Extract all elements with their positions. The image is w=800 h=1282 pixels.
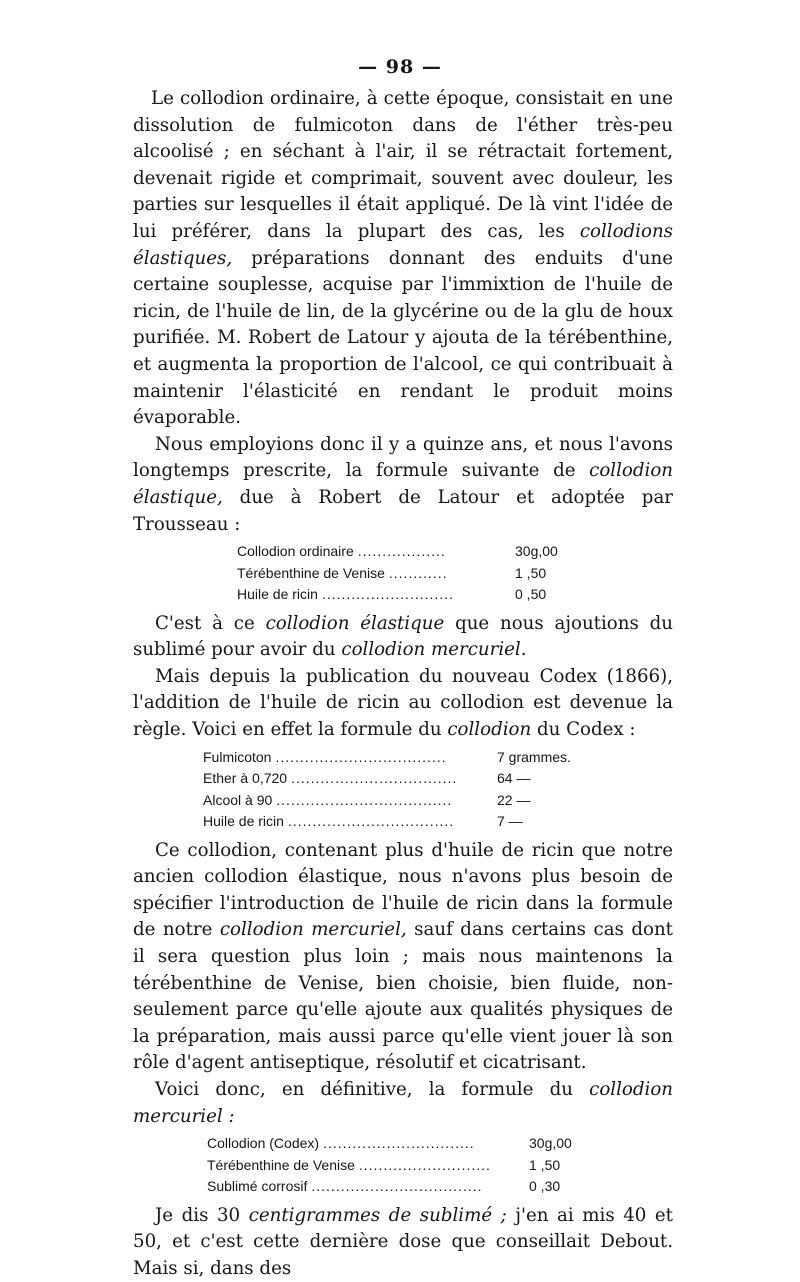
body-text <box>133 86 673 1282</box>
formula-row: Collodion ordinaire .................. 30g,00 <box>237 543 558 560</box>
paragraph-4: Mais depuis la publication du nouveau Codex (1866), l'addition de l'huile de ricin au collodion est devenue la règle. Voici en effet la formule du collodion du Codex : <box>133 665 673 740</box>
formula-row: Térébenthine de Venise ........................... 1 ,50 <box>207 1156 561 1173</box>
formula-row: Huile de ricin .................................. 7 — <box>203 813 523 830</box>
paragraph-7: Je dis 30 centigrammes de sublimé ; j'en ai mis 40 et 50, et c'est cette dernière dose que conseillait Debout. Mais si, dans des <box>133 1204 673 1279</box>
formula-row: Alcool à 90 .................................... 22 — <box>203 791 531 808</box>
formula-row: Huile de ricin ........................... 0 ,50 <box>237 586 547 603</box>
formula-collodion-elastique <box>237 541 571 606</box>
formula-row: Collodion (Codex) ............................... 30g,00 <box>207 1135 572 1152</box>
formula-row: Ether à 0,720 .................................. 64 — <box>203 770 531 787</box>
paragraph-6: Voici donc, en définitive, la formule du collodion mercuriel : <box>133 1078 673 1127</box>
formula-collodion-mercuriel <box>207 1133 585 1198</box>
page-number: — 98 — <box>358 56 442 78</box>
paragraph-2: Nous employions donc il y a quinze ans, et nous l'avons longtemps prescrite, la formule suivante de collodion élastique, due à Robert de Latour et adoptée par Trousseau : <box>133 433 673 535</box>
paragraph-5: Ce collodion, contenant plus d'huile de ricin que notre ancien collodion élastique, nous n'avons plus besoin de spécifier l'introduction de l'huile de ricin dans la formule de notre collodion mercuriel, sauf dans certains cas dont il sera question plus loin ; mais nous maintenons la térébenthine de Venise, bien choisie, bien fluide, non-seulement parce qu'elle ajoute aux qualités physiques de la préparation, mais aussi parce qu'elle vient jouer là son rôle d'agent antiseptique, résolutif et cicatrisant. <box>133 839 673 1074</box>
formula-row: Sublimé corrosif ................................... 0 ,30 <box>207 1178 561 1195</box>
formula-collodion-codex <box>203 747 583 833</box>
formula-row: Térébenthine de Venise ............ 1 ,50 <box>237 564 547 581</box>
formula-row: Fulmicoton ................................... 7 grammes. <box>203 748 571 765</box>
paragraph-3: C'est à ce collodion élastique que nous ajoutions du sublimé pour avoir du collodion mercuriel. <box>133 612 673 661</box>
paragraph-1: Le collodion ordinaire, à cette époque, consistait en une dissolution de fulmicoton dans de l'éther très-peu alcoolisé ; en séchant à l'air, il se rétractait fortement, devenait rigide et comprimait, souvent avec douleur, les parties sur lesquelles il était appliqué. De là vint l'idée de lui préférer, dans la plupart des cas, les collodions élastiques, préparations donnant des enduits d'une certaine souplesse, acquise par l'immixtion de l'huile de ricin, de l'huile de lin, de la glycérine ou de la glu de houx purifiée. M. Robert de Latour y ajouta de la térébenthine, et augmenta la proportion de l'alcool, ce qui contribuait à maintenir l'élasticité en rendant le produit moins évaporable. <box>133 88 673 429</box>
